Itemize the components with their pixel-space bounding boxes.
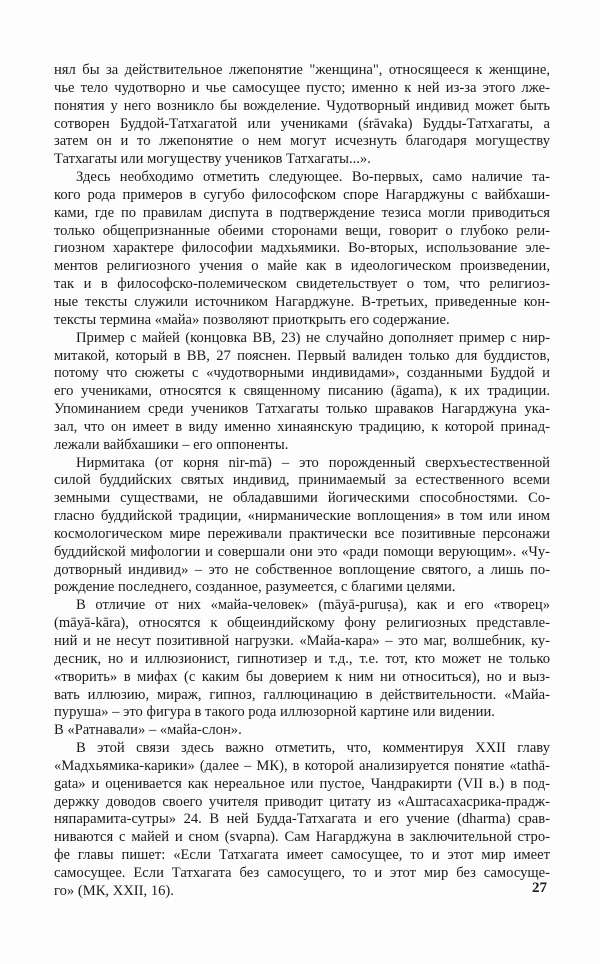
text-line: десник, но и иллюзионист, гипнотизер и т.д., т.е. тот, кто может не только (54, 650, 550, 667)
text-line: зал, что он имеет в виду именно хинаянскую традицию, к которой принад- (54, 418, 550, 435)
text-line: гиозном характере философии мадхьямики. Во-вторых, использование эле- (54, 240, 550, 257)
text-line: рождение последнего, созданное, разумеется, с благими целями. (54, 579, 456, 596)
text-line: пуруша» – это фигура в такого рода иллюзорной картине или видении. (54, 704, 495, 721)
text-line: В отличие от них «майа-человек» (māyā-puruṣa), как и его «творец» (76, 597, 550, 614)
text-line: ний и не несут позитивной нагрузки. «Майа-кара» – это маг, волшебник, ку- (54, 633, 550, 649)
text-line: космологическом мире переживали практически все позитивные персонажи (54, 525, 550, 542)
text-line: лежали вайбхашики – его оппоненты. (54, 436, 289, 453)
text-line: Пример с майей (концовка ВВ, 23) не случайно дополняет пример с нир- (76, 329, 550, 346)
text-line: (māyā-kāra), относятся к общеиндийскому фону религиозных представле- (54, 615, 550, 632)
text-line: дотворный индивид» – это не собственное воплощение святого, а лишь по- (54, 561, 550, 578)
text-line: ниваются с майей и сном (svapna). Сам Нагарджуна в заключительной стро- (54, 829, 550, 846)
text-line: силой буддийских святых индивид, принимаемый за естественного всеми (54, 472, 550, 489)
text-line: Здесь необходимо отметить следующее. Во-первых, само наличие та- (76, 169, 550, 186)
text-line: «творить» в мифах (с каким бы доверием к ним ни относиться), но и выз- (54, 668, 550, 685)
text-line: затем он и то лжепонятие о нем могут исчезнуть благодаря могуществу (54, 133, 550, 150)
text-line: го» (МК, XXII, 16). (54, 882, 174, 899)
text-line: потому что сюжеты с «чудотворными индивидами», созданными Буддой и (54, 365, 550, 382)
text-line: нял бы за действительное лжепонятие "женщина", относящееся к женщине, (54, 62, 550, 78)
text-line: буддийской мифологии и совершали они это «ради помощи верующим». «Чу- (54, 543, 550, 560)
text-line: гласно буддийской традиции, «нирманические воплощения» в том или ином (54, 508, 550, 525)
text-line: кого рода примеров в сугубо философском споре Нагарджуны с вайбхаши- (54, 186, 550, 203)
text-line: так и в философско-полемическом свидетельствует о том, что религиоз- (54, 276, 550, 293)
body-text (54, 62, 550, 901)
text-line: митакой, который в ВВ, 27 пояснен. Первый валиден только для буддистов, (54, 347, 550, 364)
text-line: няпарамита-сутры» 24. В ней Будда-Татхагата и его учение (dharma) срав- (54, 811, 550, 828)
text-line: только общепризнанные обеими сторонами вещи, говорит о глубоко рели- (54, 222, 550, 239)
text-line: ментов религиозного учения о майе как в идеологическом произведении, (54, 258, 550, 275)
text-line: Упоминанием среди учеников Татхагаты только шраваков Нагарджуна ука- (54, 401, 550, 418)
text-line: ные тексты служили источником Нагарджуне. В-третьих, приведенные кон- (54, 293, 550, 310)
text-line: ками, где по правилам диспута в подтверждение тезиса могли приводиться (54, 204, 550, 221)
text-line: В этой связи здесь важно отметить, что, комментируя XXII главу (76, 740, 550, 757)
text-line: В «Ратнавали» – «майа-слон». (54, 722, 242, 739)
text-line: Татхагаты или могуществу учеников Татхагаты...». (54, 151, 371, 168)
text-line: тексты термина «майа» позволяют приоткрыть его содержание. (54, 311, 450, 328)
text-line: его учениками, относятся к священному писанию (āgama), к их традиции. (54, 383, 550, 400)
text-line: gata» и оценивается как нереальное или пустое, Чандракирти (VII в.) в под- (54, 775, 550, 792)
text-line: земными существами, не обладавшими йогическими способностями. Со- (54, 490, 550, 507)
text-line: понятия у него возникло бы вожделение. Чудотворный индивид может быть (54, 97, 550, 114)
page-number: 27 (532, 880, 547, 896)
text-line: держку доводов своего учителя приводит цитату из «Аштасахасрика-прадж- (54, 793, 550, 810)
text-line: «Мадхьямика-карики» (далее – МК), в которой анализируется понятие «tathā- (54, 757, 550, 774)
text-line: фе главы пишет: «Если Татхагата имеет самосущее, то и этот мир имеет (54, 847, 550, 864)
text-line: вать иллюзию, мираж, гипноз, галлюцинацию в действительности. «Майа- (54, 686, 550, 703)
text-line: Нирмитака (от корня nir-mā) – это порожденный сверхъестественной (76, 454, 550, 471)
text-line: самосущее. Если Татхагата без самосущего, то и этот мир без самосуще- (54, 864, 550, 881)
text-line: чье тело чудотворно и чье самосущее пусто; именно к ней из-за этого лже- (54, 79, 550, 96)
text-line: сотворен Буддой-Татхагатой или учениками (śrāvaka) Будды-Татхагаты, а (54, 115, 550, 132)
